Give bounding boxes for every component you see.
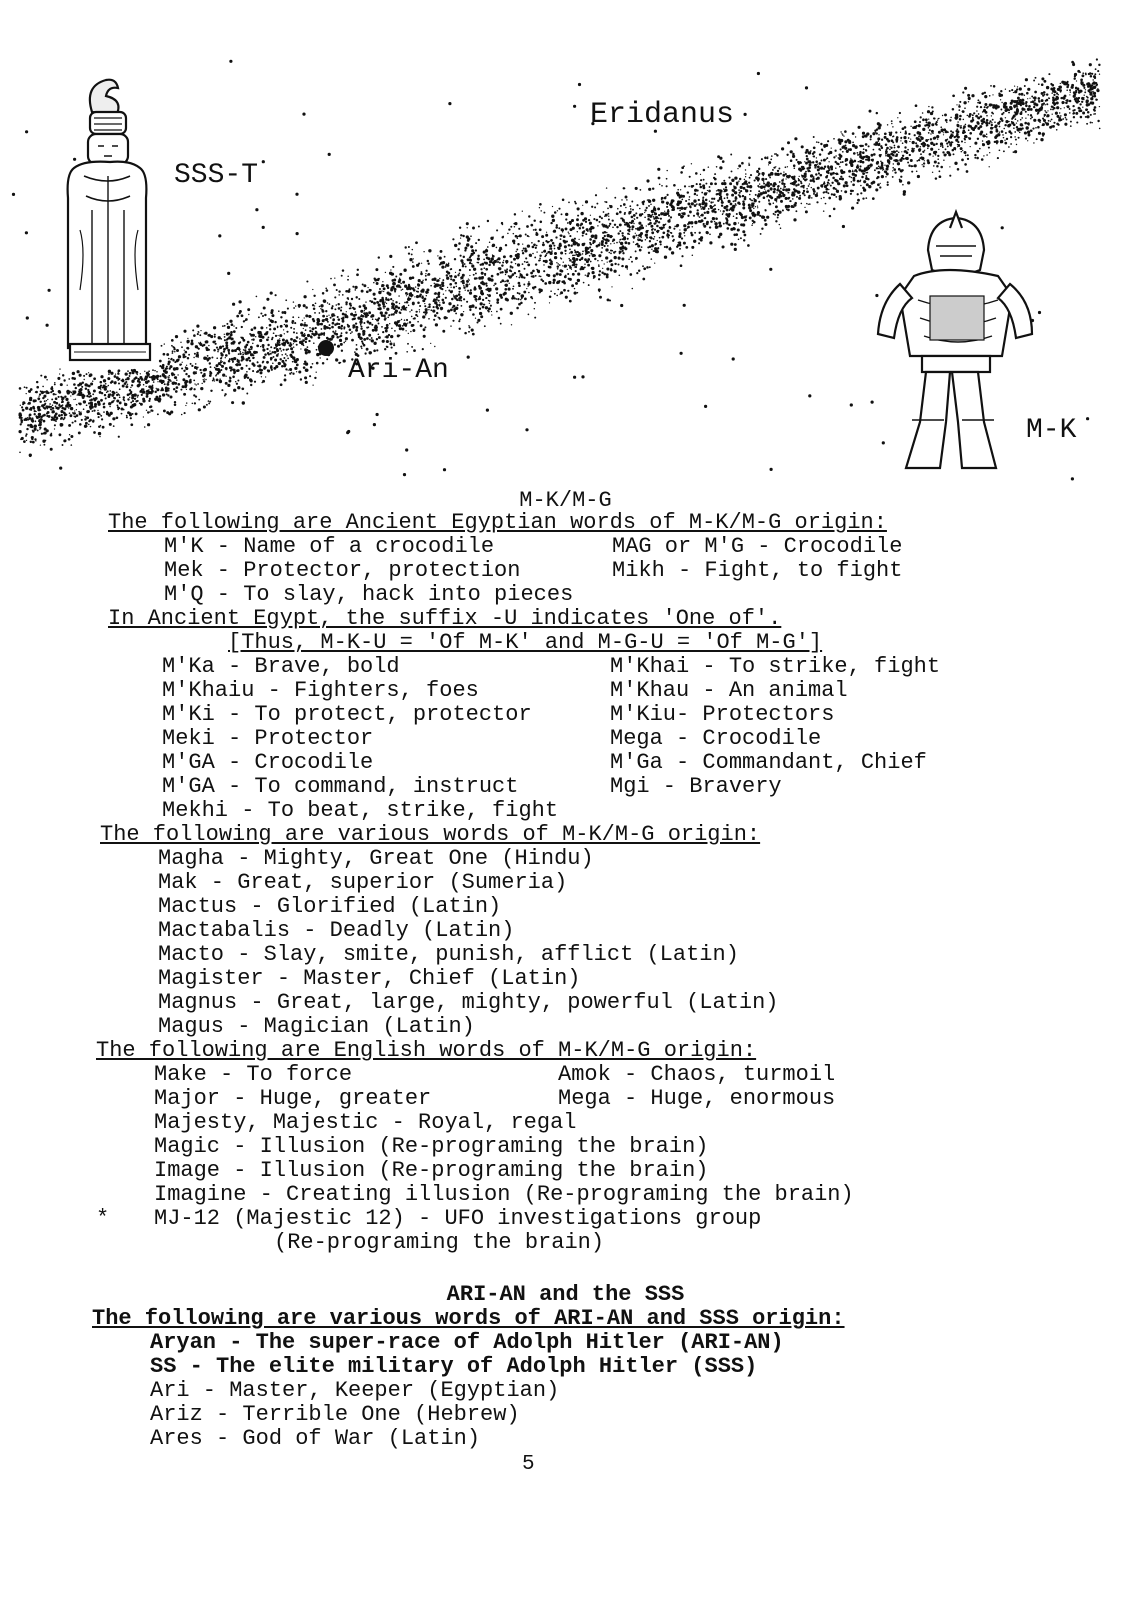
page-number: 5 (522, 1453, 535, 1476)
word-entry: Mak - Great, superior (Sumeria) (158, 870, 568, 895)
word-entry: M'Ka - Brave, bold (162, 654, 400, 679)
word-entry: Mgi - Bravery (610, 774, 782, 799)
section-title-ari-an: ARI-AN and the SSS (446, 1282, 685, 1307)
word-entry: M'Kiu- Protectors (610, 702, 835, 727)
word-entry: Majesty, Majestic - Royal, regal (154, 1110, 577, 1135)
word-entry: Make - To force (154, 1062, 353, 1087)
word-entry: SS - The elite military of Adolph Hitler (SSS) (150, 1354, 758, 1379)
heading-egyptian-words: The following are Ancient Egyptian words of M-K/M-G origin: (108, 510, 887, 535)
word-entry: MJ-12 (Majestic 12) - UFO investigations group (154, 1206, 762, 1231)
word-entry: M'GA - To command, instruct (162, 774, 519, 799)
word-entry: M'Ga - Commandant, Chief (610, 750, 927, 775)
word-entry: (Re-programing the brain) (274, 1230, 605, 1255)
ssst-label: SSS-T (174, 160, 259, 191)
word-entry: Mega - Huge, enormous (558, 1086, 836, 1111)
word-entry: Major - Huge, greater (154, 1086, 432, 1111)
word-entry: M'GA - Crocodile (162, 750, 374, 775)
section-title-mk-mg: M-K/M-G (519, 488, 612, 513)
word-entry: Ariz - Terrible One (Hebrew) (150, 1402, 520, 1427)
word-entry: Mekhi - To beat, strike, fight (162, 798, 559, 823)
word-entry: Magus - Magician (Latin) (158, 1014, 475, 1039)
word-entry: Magister - Master, Chief (Latin) (158, 966, 581, 991)
word-entry: Ari - Master, Keeper (Egyptian) (150, 1378, 560, 1403)
word-entry: Mek - Protector, protection (164, 558, 521, 583)
word-entry: M'Khai - To strike, fight (610, 654, 941, 679)
robed-figure-icon (68, 80, 150, 360)
star-mark: * (96, 1206, 110, 1231)
word-entry: Magic - Illusion (Re-programing the brain) (154, 1134, 709, 1159)
header-illustration (0, 0, 1131, 500)
word-entry: M'Khaiu - Fighters, foes (162, 678, 479, 703)
word-entry: Aryan - The super-race of Adolph Hitler (ARI-AN) (150, 1330, 784, 1355)
armored-warrior-icon (878, 212, 1032, 468)
ari-an-label: Ari-An (348, 355, 449, 386)
word-entry: Mikh - Fight, to fight (612, 558, 903, 583)
word-entry: Ares - God of War (Latin) (150, 1426, 481, 1451)
word-entry: Macto - Slay, smite, punish, afflict (Latin) (158, 942, 739, 967)
word-entry: Magha - Mighty, Great One (Hindu) (158, 846, 594, 871)
heading-english-words: The following are English words of M-K/M-G origin: (96, 1038, 757, 1063)
thus-note: [Thus, M-K-U = 'Of M-K' and M-G-U = 'Of M-G'] (228, 630, 823, 655)
mk-label: M-K (1026, 415, 1077, 446)
suffix-note: In Ancient Egypt, the suffix -U indicates 'One of'. (108, 606, 782, 631)
heading-various-words: The following are various words of M-K/M-G origin: (100, 822, 761, 847)
word-entry: Mega - Crocodile (610, 726, 822, 751)
eridanus-label: Eridanus (590, 98, 735, 132)
word-entry: Mactus - Glorified (Latin) (158, 894, 502, 919)
word-entry: M'Ki - To protect, protector (162, 702, 532, 727)
word-entry: M'Khau - An animal (610, 678, 848, 703)
word-entry: MAG or M'G - Crocodile (612, 534, 903, 559)
word-entry: Mactabalis - Deadly (Latin) (158, 918, 515, 943)
word-entry: M'K - Name of a crocodile (164, 534, 495, 559)
word-entry: Meki - Protector (162, 726, 374, 751)
word-entry: Image - Illusion (Re-programing the brain) (154, 1158, 709, 1183)
word-entry: Magnus - Great, large, mighty, powerful (Latin) (158, 990, 779, 1015)
word-entry: Imagine - Creating illusion (Re-programing the brain) (154, 1182, 854, 1207)
word-entry: M'Q - To slay, hack into pieces (164, 582, 574, 607)
heading-ari-an-words: The following are various words of ARI-AN and SSS origin: (92, 1306, 845, 1331)
word-entry: Amok - Chaos, turmoil (558, 1062, 836, 1087)
